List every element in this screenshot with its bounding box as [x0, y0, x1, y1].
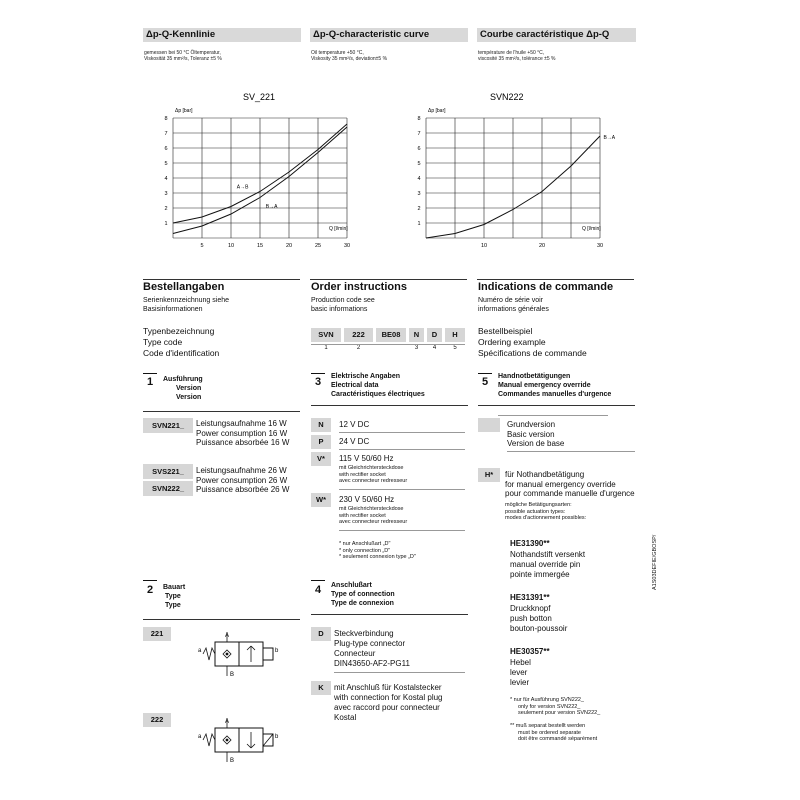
valve-symbol-221 — [195, 630, 280, 680]
chart-svn222 — [400, 88, 640, 258]
conn-code-k: K — [311, 681, 331, 695]
y-axis-label: Δp [bar] — [175, 108, 193, 114]
sec5-title: Handnotbetätigungen Manual emergency override Commandes manuelles d'urgence — [498, 373, 612, 398]
y-tick-label: 1 — [417, 221, 421, 227]
y-tick-label: 6 — [164, 146, 168, 152]
conn-code-d: D — [311, 627, 331, 641]
elec-code-n: N — [311, 418, 331, 432]
sec4-tick — [311, 580, 325, 581]
override-rule — [507, 451, 635, 452]
override-h-text: für Nothandbetätigung for manual emergency override pour commande manuelle d'urgence — [505, 470, 635, 498]
rule-en — [310, 279, 467, 280]
series-label-1: B→A — [603, 135, 616, 141]
label-A: A — [225, 719, 230, 725]
label-a: a — [198, 734, 202, 740]
sec3-title: Elektrische Angaben Electrical data Caractéristiques électriques — [331, 373, 425, 398]
sec2-title: Bauart Type Type — [163, 584, 186, 609]
version-desc-svs221: Leistungsaufnahme 26 W Power consumption 26 W Puissance absorbée 26 W — [196, 466, 290, 494]
elec-text-p: 24 V DC — [339, 437, 370, 446]
override-desc-he31390: Nothandstift versenkt manual override pin pointe immergée — [510, 550, 586, 579]
y-tick-label: 5 — [164, 161, 168, 167]
code-num-1: 1 — [324, 345, 328, 351]
label-A: A — [225, 633, 230, 639]
y-tick-label: 8 — [164, 116, 168, 122]
elec-notes: * nur Anschlußart „D" * only connection „D" * seulement connexion type „D" — [339, 541, 416, 560]
rule-de — [143, 279, 300, 280]
y-tick-label: 7 — [164, 131, 168, 137]
x-axis-label: Q [l/min] — [582, 226, 601, 232]
y-tick-label: 3 — [164, 191, 168, 197]
sec5-tick — [478, 373, 492, 374]
x-tick-label: 30 — [343, 243, 351, 249]
elec-text-n: 12 V DC — [339, 420, 370, 429]
elec-rule-v — [339, 489, 465, 490]
code-num-4: 4 — [432, 345, 437, 351]
side-code: A1S03DEFIE/GBOSP/ — [652, 534, 658, 590]
version-code-svn222: SVN222_ — [143, 481, 193, 496]
label-B: B — [230, 758, 235, 764]
elec-rule-w — [339, 530, 465, 531]
order-sub-en: Production code see basic informations — [311, 297, 375, 313]
elec-rule-p — [339, 449, 465, 450]
y-tick-label: 7 — [417, 131, 421, 137]
y-axis-label: Δp [bar] — [428, 108, 446, 114]
elec-code-v: V* — [311, 452, 331, 466]
elec-code-w: W* — [311, 493, 331, 507]
conn-rule-d — [334, 672, 465, 673]
override-desc-he31391: Druckknopf push botton bouton-poussoir — [510, 604, 568, 633]
conn-desc-k: mit Anschluß für Kostalstecker with connection for Kostal plug avec raccord pour connecteur Kostal — [334, 683, 443, 722]
override-code-he30357: HE30357** — [510, 647, 550, 656]
sec2-number: 2 — [147, 584, 154, 596]
y-tick-label: 8 — [417, 116, 421, 122]
sec1-title: Ausführung Version Version — [163, 376, 203, 401]
x-tick-label: 10 — [480, 243, 488, 249]
conditions-de: gemessen bei 50 °C Öltemperatur, Viskosität 35 mm²/s, Toleranz ±5 % — [144, 50, 222, 62]
elec-code-p: P — [311, 435, 331, 449]
code-num-5: 5 — [453, 345, 457, 351]
conditions-fr: température de l'huile +50 °C, viscosité 35 mm²/s, tolérance ±5 % — [478, 50, 556, 62]
order-sub-de: Serienkennzeichnung siehe Basisinformationen — [143, 297, 230, 313]
code-box-d: D — [427, 328, 442, 342]
version-desc-svn221: Leistungsaufnahme 16 W Power consumption 16 W Puissance absorbée 16 W — [196, 419, 290, 447]
version-code-svn221: SVN221_ — [143, 418, 193, 433]
order-sub-fr: Numéro de série voir informations générales — [478, 297, 549, 313]
rule-fr — [477, 279, 634, 280]
x-tick-label: 30 — [596, 243, 604, 249]
sec2-tick — [143, 580, 157, 581]
y-tick-label: 6 — [417, 146, 421, 152]
sec1-number: 1 — [147, 376, 154, 388]
y-tick-label: 4 — [164, 176, 168, 182]
sec5-number: 5 — [482, 376, 489, 388]
code-box-n: N — [409, 328, 424, 342]
code-num-2: 2 — [356, 345, 361, 351]
typecode-labels: Typenbezeichnung Type code Code d'identification — [143, 326, 220, 358]
elec-text-w: 230 V 50/60 Hz — [339, 495, 395, 504]
override-code-he31391: HE31391** — [510, 593, 550, 602]
override-h-code: H* — [478, 468, 500, 482]
override-desc-he30357: Hebel lever levier — [510, 658, 531, 687]
sec2-rule — [143, 619, 300, 620]
elec-text-v: 115 V 50/60 Hz — [339, 454, 394, 463]
x-axis-label: Q [l/min] — [329, 226, 348, 232]
chart-title: SV_221 — [243, 92, 276, 102]
type-code-222: 222 — [143, 713, 171, 727]
sec1-rule — [143, 411, 300, 412]
sec5-rule — [478, 405, 635, 406]
y-tick-label: 4 — [417, 176, 421, 182]
y-tick-label: 2 — [417, 206, 421, 212]
sec3-rule — [311, 405, 468, 406]
sec4-number: 4 — [315, 584, 322, 596]
series-label-2: B→A — [265, 204, 278, 210]
chart-sv221 — [155, 88, 370, 258]
sec1-tick — [143, 373, 157, 374]
x-tick-label: 15 — [256, 243, 264, 249]
header-en: Δp-Q-characteristic curve — [310, 28, 468, 42]
override-basic-text: Grundversion Basic version Version de base — [507, 420, 565, 448]
type-code-221: 221 — [143, 627, 171, 641]
code-box-h: H — [445, 328, 465, 342]
y-tick-label: 1 — [164, 221, 168, 227]
header-de: Δp-Q-Kennlinie — [143, 28, 301, 42]
valve-symbol-222 — [195, 716, 280, 766]
label-b: b — [275, 648, 279, 654]
override-notes-2: ** muß separat bestellt werden must be ordered separate doit être commandé séparément — [510, 723, 598, 742]
elec-sub-v: mit Gleichrichtersteckdose with rectifier socket avec connecteur redresseur — [339, 465, 408, 484]
code-box-222: 222 — [344, 328, 373, 342]
example-labels: Bestellbeispiel Ordering example Spécifications de commande — [478, 326, 587, 358]
elec-rule-n — [339, 432, 465, 433]
code-rule — [311, 344, 465, 345]
override-types-label: mögliche Betätigungsarten: possible actuation types: modes d'actionnement possibles: — [505, 502, 587, 521]
x-tick-label: 20 — [285, 243, 293, 249]
elec-sub-w: mit Gleichrichtersteckdose with rectifier socket avec connecteur redresseur — [339, 506, 408, 525]
sec4-rule — [311, 614, 468, 615]
code-box-be08: BE08 — [376, 328, 406, 342]
conn-desc-d: Steckverbindung Plug-type connector Connecteur DIN43650-AF2-PG11 — [334, 629, 410, 668]
override-code-he31390: HE31390** — [510, 539, 550, 548]
label-B: B — [230, 672, 235, 678]
y-tick-label: 3 — [417, 191, 421, 197]
order-title-en: Order instructions — [311, 281, 407, 293]
x-tick-label: 25 — [314, 243, 322, 249]
label-a: a — [198, 648, 202, 654]
series-label-1: A→B — [236, 184, 249, 191]
x-tick-label: 10 — [227, 243, 235, 249]
code-num-3: 3 — [414, 345, 419, 351]
x-tick-label: 20 — [538, 243, 546, 249]
order-title-fr: Indications de commande — [478, 281, 614, 293]
header-fr: Courbe caractéristique Δp-Q — [477, 28, 636, 42]
x-tick-label: 5 — [200, 243, 204, 249]
sec4-title: Anschlußart Type of connection Type de connexion — [331, 582, 395, 607]
conditions-en: Oil temperature +50 °C, Viskosity 35 mm²/s, deviation±5 % — [311, 50, 388, 62]
label-b: b — [275, 734, 279, 740]
override-basic-box — [478, 418, 500, 432]
sec3-tick — [311, 373, 325, 374]
sec5-rule-2 — [498, 415, 608, 416]
chart-title: SVN222 — [490, 92, 524, 102]
order-title-de: Bestellangaben — [143, 281, 225, 293]
y-tick-label: 2 — [164, 206, 168, 212]
code-box-svn: SVN — [311, 328, 341, 342]
override-notes-1: * nur für Ausführung SVN222_ only for version SVN222_ seulement pour version SVN222_ — [510, 697, 601, 716]
sec3-number: 3 — [315, 376, 322, 388]
y-tick-label: 5 — [417, 161, 421, 167]
version-code-svs221: SVS221_ — [143, 464, 193, 479]
